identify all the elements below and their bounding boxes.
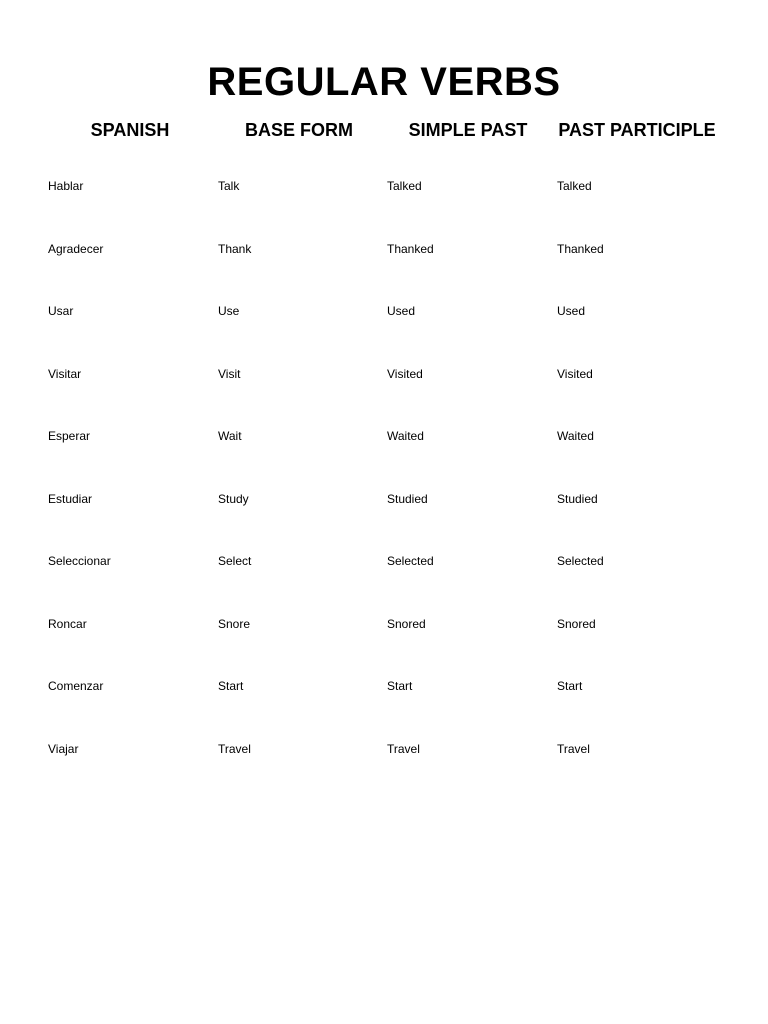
- cell-simple-past: Start: [387, 679, 413, 693]
- cell-past-participle: Talked: [557, 179, 592, 193]
- cell-spanish: Seleccionar: [48, 554, 111, 568]
- cell-past-participle: Visited: [557, 366, 593, 381]
- cell-simple-past: Thanked: [387, 241, 434, 256]
- cell-spanish: Visitar: [48, 366, 82, 381]
- table-row: [0, 364, 768, 427]
- cell-base-form: Thank: [218, 241, 252, 256]
- verb-table-body: [0, 176, 768, 801]
- cell-past-participle: Snored: [557, 616, 596, 631]
- table-row: [0, 739, 768, 802]
- cell-simple-past: Studied: [387, 491, 428, 506]
- cell-simple-past: Visited: [387, 366, 423, 381]
- cell-past-participle: Selected: [557, 554, 604, 568]
- cell-past-participle: Travel: [557, 741, 590, 756]
- cell-simple-past: Talked: [387, 179, 422, 193]
- cell-base-form: Wait: [218, 429, 242, 443]
- table-row: [0, 301, 768, 364]
- table-row: [0, 489, 768, 552]
- cell-spanish: Esperar: [48, 429, 91, 443]
- cell-past-participle: Start: [557, 679, 583, 693]
- cell-simple-past: Snored: [387, 616, 426, 631]
- cell-simple-past: Used: [387, 304, 416, 318]
- page-title: REGULAR VERBS: [207, 60, 561, 104]
- table-row: [0, 426, 768, 489]
- cell-base-form: Snore: [218, 616, 251, 631]
- header-base-form: BASE FORM: [245, 120, 353, 140]
- cell-spanish: Viajar: [48, 741, 79, 756]
- cell-past-participle: Studied: [557, 491, 598, 506]
- cell-base-form: Travel: [218, 741, 251, 756]
- cell-spanish: Roncar: [48, 616, 87, 631]
- cell-spanish: Usar: [48, 304, 74, 318]
- cell-past-participle: Thanked: [557, 241, 604, 256]
- cell-spanish: Hablar: [48, 179, 84, 193]
- cell-base-form: Study: [218, 491, 249, 506]
- cell-simple-past: Selected: [387, 554, 434, 568]
- cell-simple-past: Travel: [387, 741, 420, 756]
- header-past-participle: PAST PARTICIPLE: [558, 120, 716, 140]
- table-row: [0, 239, 768, 302]
- cell-base-form: Use: [218, 304, 240, 318]
- cell-past-participle: Used: [557, 304, 586, 318]
- cell-spanish: Agradecer: [48, 241, 104, 256]
- cell-past-participle: Waited: [557, 429, 594, 443]
- table-row: [0, 614, 768, 677]
- cell-spanish: Estudiar: [48, 491, 93, 506]
- cell-base-form: Visit: [218, 366, 241, 381]
- header-simple-past: SIMPLE PAST: [408, 120, 528, 140]
- cell-spanish: Comenzar: [48, 679, 104, 693]
- cell-base-form: Talk: [218, 179, 240, 193]
- cell-base-form: Select: [218, 554, 252, 568]
- cell-simple-past: Waited: [387, 429, 424, 443]
- table-row: [0, 176, 768, 239]
- table-header: [0, 116, 768, 144]
- table-row: [0, 676, 768, 739]
- header-spanish: SPANISH: [90, 120, 170, 140]
- cell-base-form: Start: [218, 679, 244, 693]
- table-row: [0, 551, 768, 614]
